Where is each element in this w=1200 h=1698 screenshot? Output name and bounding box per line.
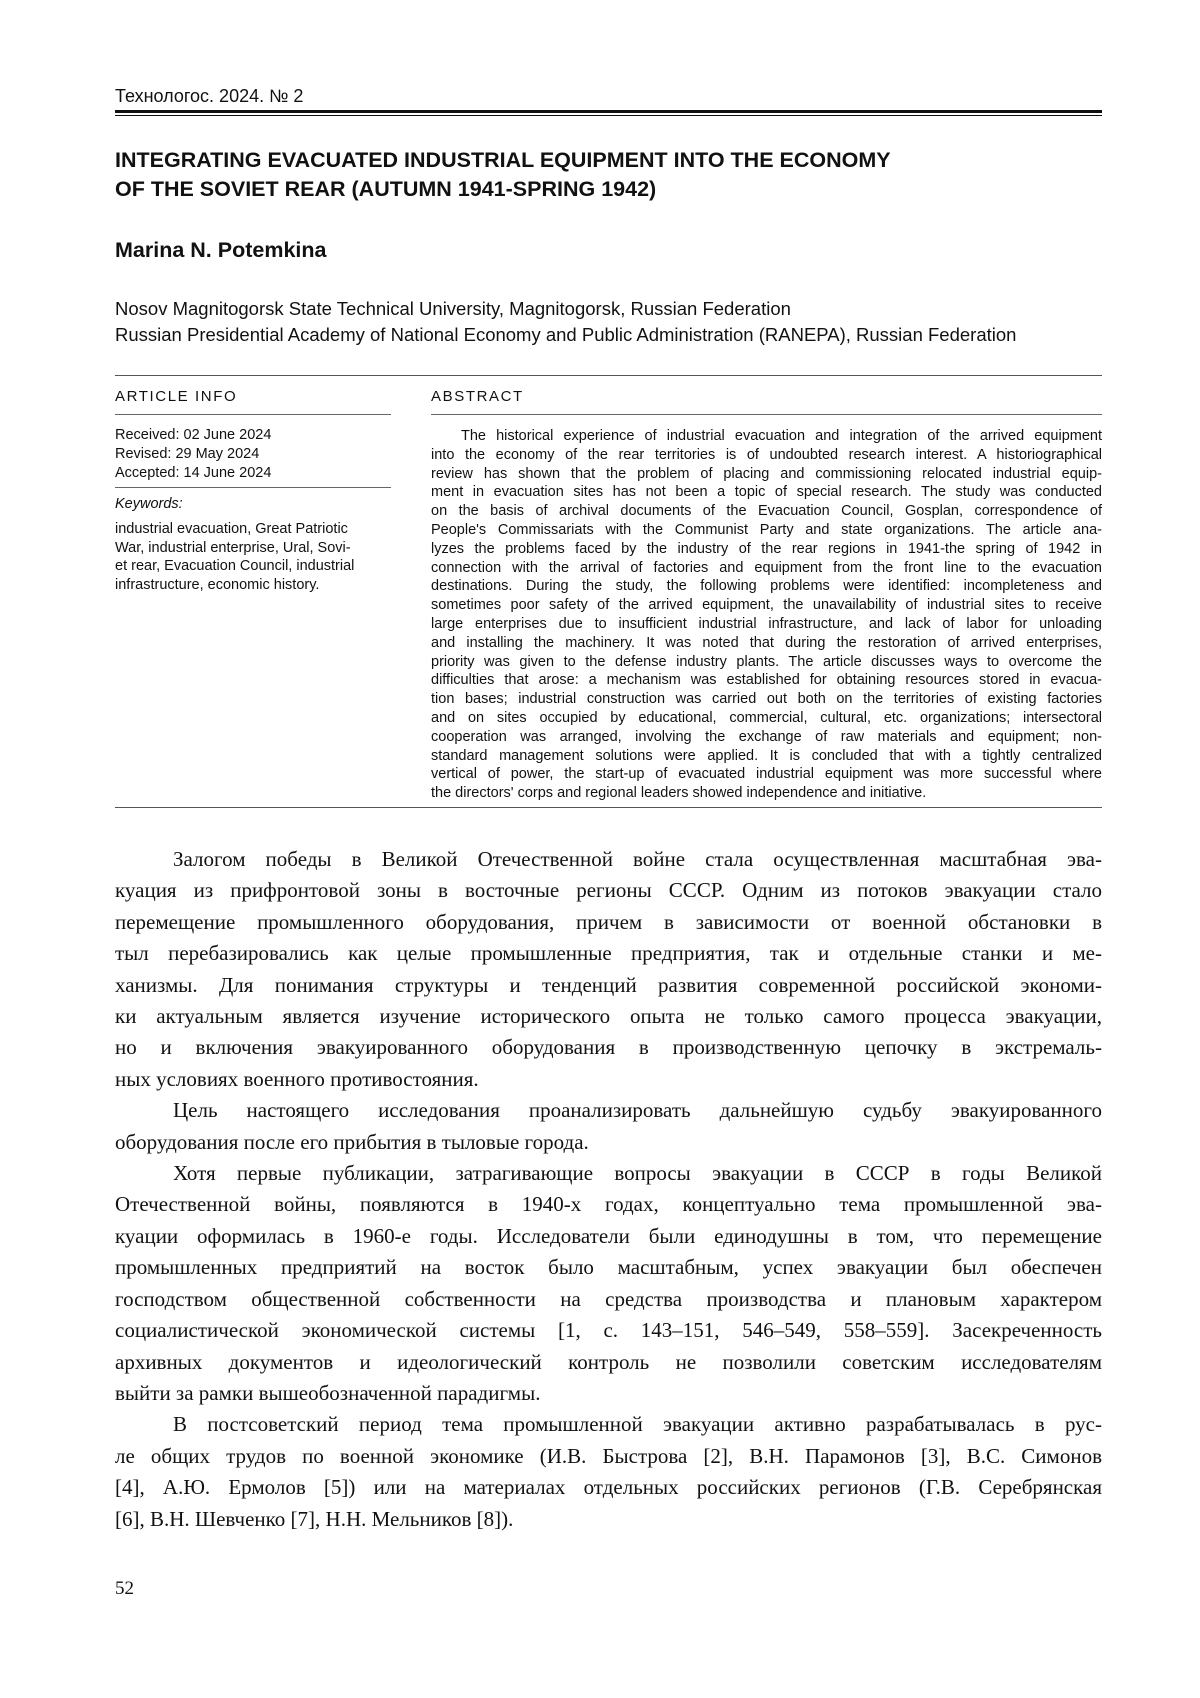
keywords-list bbox=[115, 520, 390, 594]
running-head: Технологос. 2024. № 2 bbox=[115, 86, 304, 106]
affiliations bbox=[115, 296, 1016, 348]
body-line: но и включения эвакуированного оборудования в производственную цепочку в экстремаль- bbox=[115, 1035, 1102, 1060]
header-rule-thin bbox=[115, 115, 1102, 116]
body-line: ных условиях военного противостояния. bbox=[115, 1066, 479, 1091]
header-rule-thick bbox=[115, 110, 1102, 113]
body-line: Цель настоящего исследования проанализировать дальнейшую судьбу эвакуированного bbox=[173, 1098, 1102, 1123]
body-line: В постсоветский период тема промышленной эвакуации активно разрабатывалась в рус- bbox=[173, 1412, 1102, 1437]
abstract-line: and on sites occupied by educational, commercial, cultural, etc. organizations; intersectoral bbox=[431, 709, 1102, 726]
abstract-line: priority was given to the defense industry plants. The article discusses ways to overcome the bbox=[431, 653, 1102, 670]
abstract-line: review has shown that the problem of placing and commissioning relocated industrial equip- bbox=[431, 465, 1102, 482]
abstract-line: destinations. During the study, the following problems were identified: incompleteness and bbox=[431, 578, 1102, 595]
revised-date: Revised: 29 May 2024 bbox=[115, 446, 260, 462]
body-line: господством общественной собственности на средства производства и плановым характером bbox=[115, 1286, 1102, 1311]
abstract-line: the directors' corps and regional leaders showed independence and initiative. bbox=[431, 785, 927, 802]
abstract-line: People's Commissariats with the Communist Party and state organizations. The article ana- bbox=[431, 521, 1102, 538]
author-name: Marina N. Potemkina bbox=[115, 238, 327, 262]
keywords-line: et rear, Evacuation Council, industrial bbox=[115, 558, 355, 574]
abstract-line: connection with the arrival of factories and equipment from the front line to the evacuation bbox=[431, 559, 1102, 576]
abstract-line: tion bases; industrial construction was carried out both on the territories of existing factories bbox=[431, 691, 1102, 708]
title-line: INTEGRATING EVACUATED INDUSTRIAL EQUIPMENT INTO THE ECONOMY bbox=[115, 148, 891, 172]
body-line: промышленных предприятий на восток было масштабным, успех эвакуации был обеспечен bbox=[115, 1255, 1102, 1280]
body-line: оборудования после его прибытия в тыловые города. bbox=[115, 1129, 589, 1154]
received-date: Received: 02 June 2024 bbox=[115, 427, 272, 443]
body-line: Хотя первые публикации, затрагивающие вопросы эвакуации в СССР в годы Великой bbox=[173, 1161, 1102, 1186]
accepted-date: Accepted: 14 June 2024 bbox=[115, 465, 272, 481]
body-line: [4], А.Ю. Ермолов [5]) или на материалах отдельных российских регионов (Г.В. Серебрянская bbox=[115, 1475, 1102, 1500]
affiliation-line: Russian Presidential Academy of National Economy and Public Administration (RANEPA), Russian Federation bbox=[115, 324, 1017, 345]
abstract-line: lyzes the problems faced by the industry of the rear regions in 1941-the spring of 1942 in bbox=[431, 540, 1102, 557]
abstract-line: ment in evacuation sites has not been a topic of special research. The study was conducted bbox=[431, 484, 1102, 501]
abstract-line: vertical of power, the start-up of evacuated industrial equipment was more successful where bbox=[431, 766, 1102, 783]
article-dates bbox=[115, 426, 271, 483]
keywords-label: Keywords: bbox=[115, 496, 183, 512]
body-line: социалистической экономической системы [1, с. 143–151, 546–549, 558–559]. Засекреченность bbox=[115, 1318, 1102, 1343]
body-line: Залогом победы в Великой Отечественной войне стала осуществленная масштабная эва- bbox=[173, 847, 1102, 871]
abstract-line: The historical experience of industrial evacuation and integration of the arrived equipment bbox=[461, 428, 1102, 444]
body-line: Отечественной войны, появляются в 1940-х годах, концептуально тема промышленной эва- bbox=[115, 1192, 1102, 1217]
article-title bbox=[115, 146, 1095, 204]
abstract-line: large enterprises due to insufficient industrial infrastructure, and lack of labor for unloading bbox=[431, 615, 1102, 632]
body-line: [6], В.Н. Шевченко [7], Н.Н. Мельников [8]). bbox=[115, 1506, 514, 1531]
body-line: куация из прифронтовой зоны в восточные регионы СССР. Одним из потоков эвакуации стало bbox=[115, 878, 1102, 903]
abstract-line: standard management solutions were applied. It is concluded that with a tightly centralized bbox=[431, 747, 1102, 764]
body-line: ханизмы. Для понимания структуры и тенденций развития современной российской экономи- bbox=[115, 972, 1102, 997]
info-block-top-rule bbox=[115, 375, 1102, 376]
abstract-line: on the basis of archival documents of the Evacuation Council, Gosplan, correspondence of bbox=[431, 503, 1102, 520]
abstract-heading: ABSTRACT bbox=[431, 388, 524, 405]
body-line: тыл перебазировались как целые промышленные предприятия, так и отдельные станки и ме- bbox=[115, 941, 1102, 966]
body-text bbox=[115, 844, 1102, 1535]
body-line: выйти за рамки вышеобозначенной парадигмы. bbox=[115, 1380, 541, 1405]
body-line: перемещение промышленного оборудования, причем в зависимости от военной обстановки в bbox=[115, 909, 1102, 934]
abstract-line: sometimes poor safety of the arrived equipment, the unavailability of industrial sites to receive bbox=[431, 597, 1102, 614]
abstract-line: and installing the machinery. It was noted that during the restoration of arrived enterprises, bbox=[431, 634, 1102, 651]
info-block-bottom-rule bbox=[115, 807, 1102, 808]
dates-divider-rule bbox=[115, 487, 391, 488]
title-line: OF THE SOVIET REAR (AUTUMN 1941-SPRING 1942) bbox=[115, 177, 657, 201]
body-line: ки актуальным является изучение исторического опыта не только самого процесса эвакуации, bbox=[115, 1004, 1102, 1029]
abstract-heading-rule bbox=[431, 414, 1102, 415]
affiliation-line: Nosov Magnitogorsk State Technical University, Magnitogorsk, Russian Federation bbox=[115, 298, 791, 319]
body-line: архивных документов и идеологический контроль не позволили советским исследователям bbox=[115, 1349, 1102, 1374]
abstract-line: difficulties that arose: a mechanism was established for obtaining resources stored in evacua- bbox=[431, 672, 1102, 689]
page-number: 52 bbox=[115, 1578, 134, 1599]
keywords-line: infrastructure, economic history. bbox=[115, 576, 320, 593]
body-line: куации оформилась в 1960-е годы. Исследователи были единодушны в том, что перемещение bbox=[115, 1223, 1102, 1248]
article-info-heading: ARTICLE INFO bbox=[115, 388, 238, 405]
keywords-line: War, industrial enterprise, Ural, Sovi- bbox=[115, 539, 351, 556]
abstract-text bbox=[431, 427, 1102, 803]
abstract-line: cooperation was arranged, involving the exchange of raw materials and equipment; non- bbox=[431, 728, 1102, 745]
article-info-heading-rule bbox=[115, 414, 391, 415]
keywords-line: industrial evacuation, Great Patriotic bbox=[115, 521, 348, 537]
abstract-line: into the economy of the rear territories is of undoubted research interest. A historiographical bbox=[431, 446, 1102, 463]
body-line: ле общих трудов по военной экономике (И.В. Быстрова [2], В.Н. Парамонов [3], В.С. Симонов bbox=[115, 1443, 1102, 1468]
